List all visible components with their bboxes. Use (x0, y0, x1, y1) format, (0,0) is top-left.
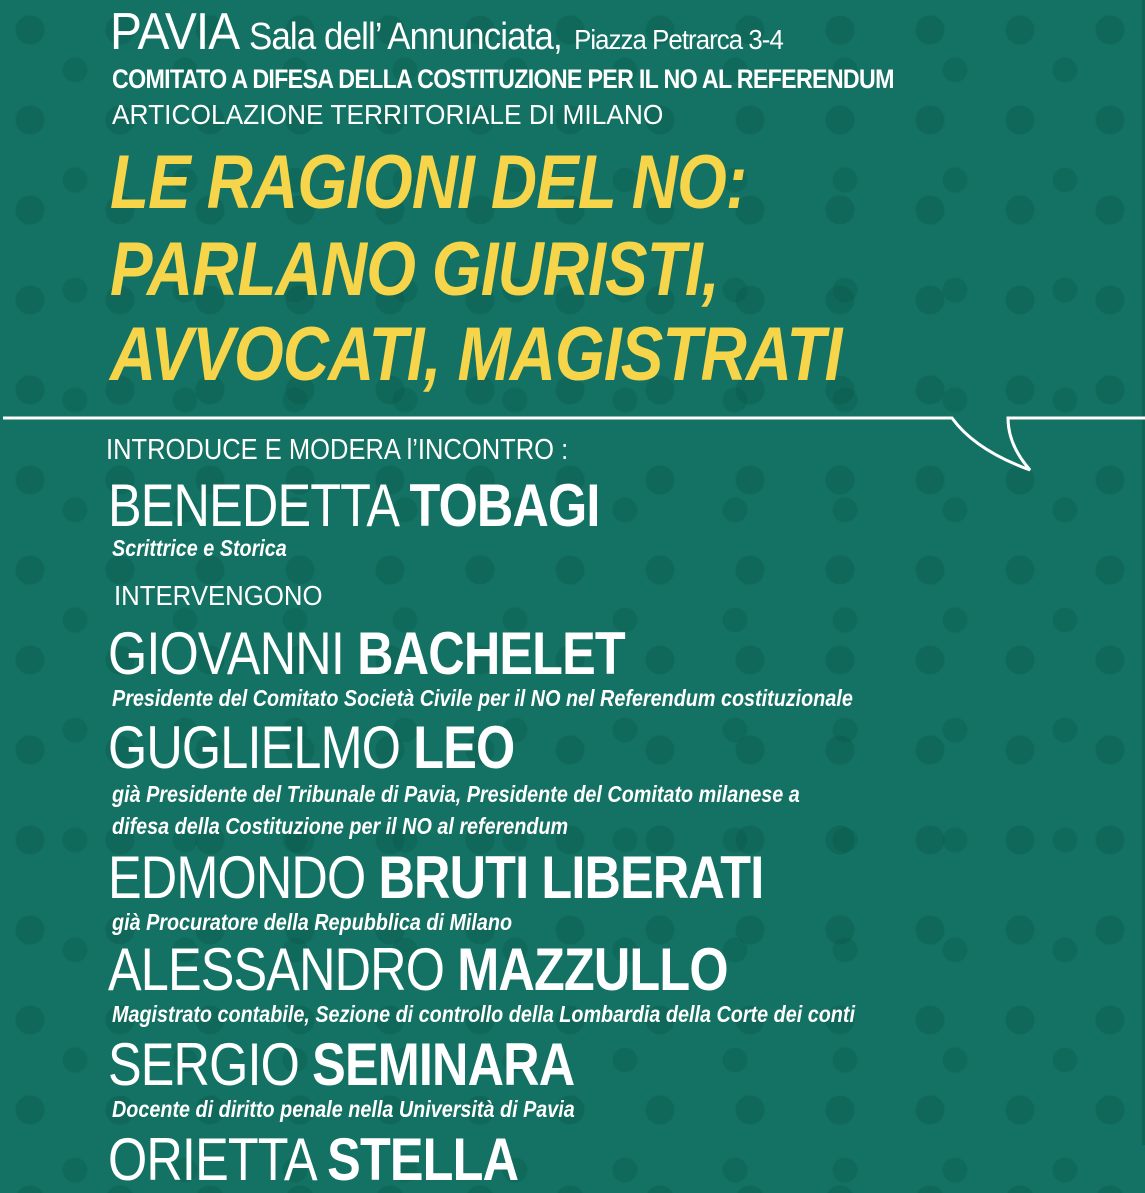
speaker-name (108, 620, 625, 687)
speakers-label: INTERVENGONO (114, 580, 323, 611)
speaker-name (108, 936, 728, 1003)
first-name: ALESSANDRO (108, 936, 445, 1003)
title-line-1: LE RAGIONI DEL NO: (110, 140, 747, 225)
organizer: COMITATO A DIFESA DELLA COSTITUZIONE PER IL NO AL REFERENDUM (112, 64, 894, 94)
last-name: STELLA (327, 1126, 519, 1193)
title-line-2: PARLANO GIURISTI, (110, 227, 719, 312)
venue: Sala dell’ Annunciata, (248, 16, 562, 58)
first-name: GIOVANNI (108, 620, 344, 687)
title-line-3: AVVOCATI, MAGISTRATI (110, 312, 842, 397)
first-name: ORIETTA (108, 1126, 315, 1193)
first-name: GUGLIELMO (108, 714, 401, 781)
speaker-role: già Procuratore della Repubblica di Milano (112, 909, 513, 935)
moderator-role: Scrittrice e Storica (112, 535, 287, 561)
first-name: SERGIO (108, 1031, 300, 1098)
speaker-name (108, 714, 515, 781)
last-name: LEO (413, 714, 515, 781)
speaker-role: Magistrato contabile, Sezione di controllo della Lombardia della Corte dei conti (112, 1001, 855, 1027)
speaker-role-continued: difesa della Costituzione per il NO al referendum (112, 813, 569, 839)
speaker-role: Presidente del Comitato Società Civile per il NO nel Referendum costituzionale (112, 685, 853, 711)
first-name: EDMONDO (108, 844, 366, 911)
last-name: BRUTI LIBERATI (378, 844, 764, 911)
speaker-name (108, 1031, 575, 1098)
address: Piazza Petrarca 3-4 (574, 24, 783, 55)
venue-line (110, 3, 783, 61)
speaker-role: Docente di diritto penale nella Università di Pavia (112, 1096, 575, 1122)
last-name: MAZZULLO (457, 936, 728, 1003)
speaker-role: già Presidente del Tribunale di Pavia, Presidente del Comitato milanese a (112, 781, 800, 807)
last-name: SEMINARA (312, 1031, 575, 1098)
moderator-name (108, 472, 600, 539)
city: PAVIA (110, 3, 237, 61)
last-name: TOBAGI (409, 472, 600, 539)
speaker-name (108, 1126, 519, 1193)
moderator-label: INTRODUCE E MODERA l’INCONTRO : (106, 434, 569, 466)
first-name: BENEDETTA (108, 472, 397, 539)
organizer-branch: ARTICOLAZIONE TERRITORIALE DI MILANO (112, 99, 664, 130)
last-name: BACHELET (357, 620, 625, 687)
speaker-name (108, 844, 764, 911)
